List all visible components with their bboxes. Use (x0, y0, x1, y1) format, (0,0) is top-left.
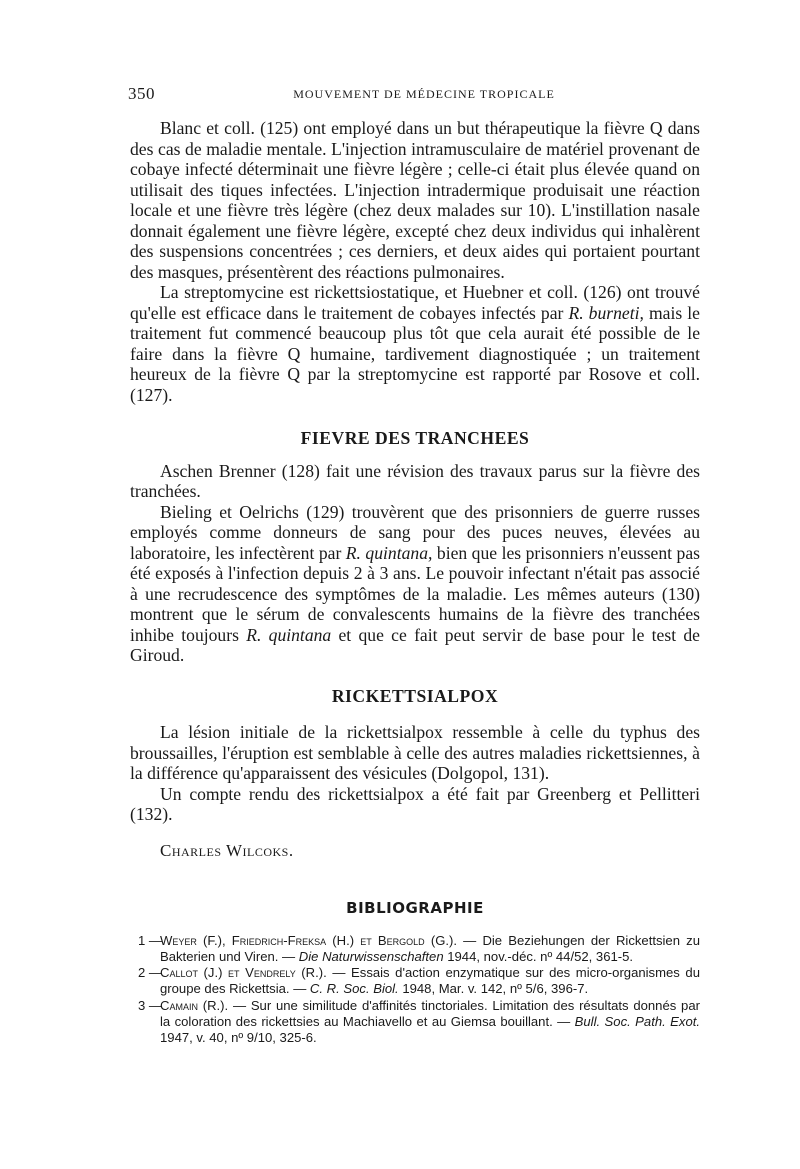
entry-journal: C. R. Soc. Biol. (309, 981, 399, 997)
bibliography-entry (130, 933, 700, 966)
signature: Charles Wilcoks. (160, 840, 294, 860)
entry-journal: Die Naturwissenschaften (298, 948, 444, 964)
bibliography-entry (130, 998, 700, 1047)
entry-reference: 1947, v. 40, nº 9/10, 325-6. (160, 1030, 317, 1046)
entry-number: 1 — (138, 932, 163, 948)
section-title-tranchees: FIEVRE DES TRANCHEES (300, 428, 530, 448)
paragraph-lesion: La lésion initiale de la rickettsialpox ressemble à celle du typhus des broussailles, l'éruption est semblable à celle des autres maladies rickettsiennes, à la différence qu'apparaissent des vésicules (Dolgopol, 131). (130, 722, 700, 783)
entry-title: — Die Beziehungen der Rickettsien zu Bakterien und Viren. — (160, 932, 700, 964)
entry-number: 3 — (138, 997, 163, 1013)
paragraph-text: mais le traitement fut commencé beaucoup plus tôt que cela aurait été possible de le faire dans la fièvre Q humaine, tardivement diagnostiquée ; un traitement heureux de la fièvre Q par la streptomycine est rapporté par Rosove et coll. (127). (130, 302, 700, 405)
paragraph-aschen: Aschen Brenner (128) fait une révision des travaux parus sur la fièvre des tranchées. (130, 460, 700, 501)
entry-journal: Bull. Soc. Path. Exot. (574, 1013, 701, 1029)
bibliography-entry (130, 965, 700, 998)
running-title: MOUVEMENT DE MÉDECINE TROPICALE (293, 87, 555, 101)
page-body (130, 118, 700, 1047)
bibliography-list (130, 933, 700, 1047)
entry-number: 2 — (138, 965, 163, 981)
paragraph-text: Bieling et Oelrichs (129) trouvèrent que des prisonniers de guerre russes employés comme donneurs de sang pour des puces neuves, élevées au laboratoire, les infectèrent par (130, 501, 700, 563)
paragraph-streptomycine (130, 282, 700, 405)
section-title-rickettsialpox: RICKETTSIALPOX (331, 685, 499, 706)
species-name: R. quintana, (345, 542, 433, 563)
entry-authors: Camain (R.). (160, 997, 229, 1013)
entry-authors: Weyer (F.), Friedrich-Freksa (H.) et Bergold (G.). (160, 932, 458, 948)
entry-reference: 1944, nov.-déc. nº 44/52, 361-5. (443, 948, 634, 964)
page-number: 350 (128, 84, 155, 103)
page-header (128, 84, 700, 108)
paragraph-text: La streptomycine est rickettsiostatique, et Huebner et coll. (126) ont trouvé qu'elle est efficace dans le traitement de cobayes infectés par (130, 282, 700, 323)
entry-authors: Callot (J.) et Vendrely (R.). (160, 965, 327, 981)
paragraph-text: et que ce fait peut servir de base pour le test de Giroud. (130, 624, 700, 665)
entry-reference: 1948, Mar. v. 142, nº 5/6, 396-7. (398, 981, 589, 997)
entry-title: — Sur une similitude d'affinités tinctoriales. Limitation des résultats donnés par la coloration des rickettsies au Machiavello et au Giemsa bouillant. — (160, 997, 700, 1029)
entry-title: — Essais d'action enzymatique sur des micro-organismes du groupe des Rickettsia. — (160, 965, 700, 997)
paragraph-blanc: Blanc et coll. (125) ont employé dans un but thérapeutique la fièvre Q dans des cas de maladie mentale. L'injection intramusculaire de matériel provenant de cobaye infecté déterminait une fièvre légère ; celle-ci était plus élevée quand on utilisait des tiques infectées. L'injection intradermique produisait une réaction locale et une fièvre très légère (chez deux malades sur 10). L'instillation nasale donnait également une fièvre légère, excepté chez deux individus qui inhalèrent des suspensions concentrées ; ces derniers, et deux aides qui portaient pourtant des masques, présentèrent des réactions pulmonaires. (130, 118, 700, 282)
species-name: R. burneti, (568, 302, 644, 323)
paragraph-compte-rendu: Un compte rendu des rickettsialpox a été fait par Greenberg et Pellitteri (132). (130, 783, 700, 824)
species-name: R. quintana (246, 624, 332, 645)
bibliography-title: BIBLIOGRAPHIE (346, 899, 484, 917)
paragraph-text: bien que les prisonniers n'eussent pas été exposés à l'infection depuis 2 à 3 ans. Le pouvoir infectant n'était pas associé à une recrudescence des symptômes de la maladie. Les mêmes auteurs (130) montrent que le sérum de convalescents humains de la fièvre des tranchées inhibe toujours (130, 542, 701, 645)
paragraph-bieling (130, 502, 700, 666)
